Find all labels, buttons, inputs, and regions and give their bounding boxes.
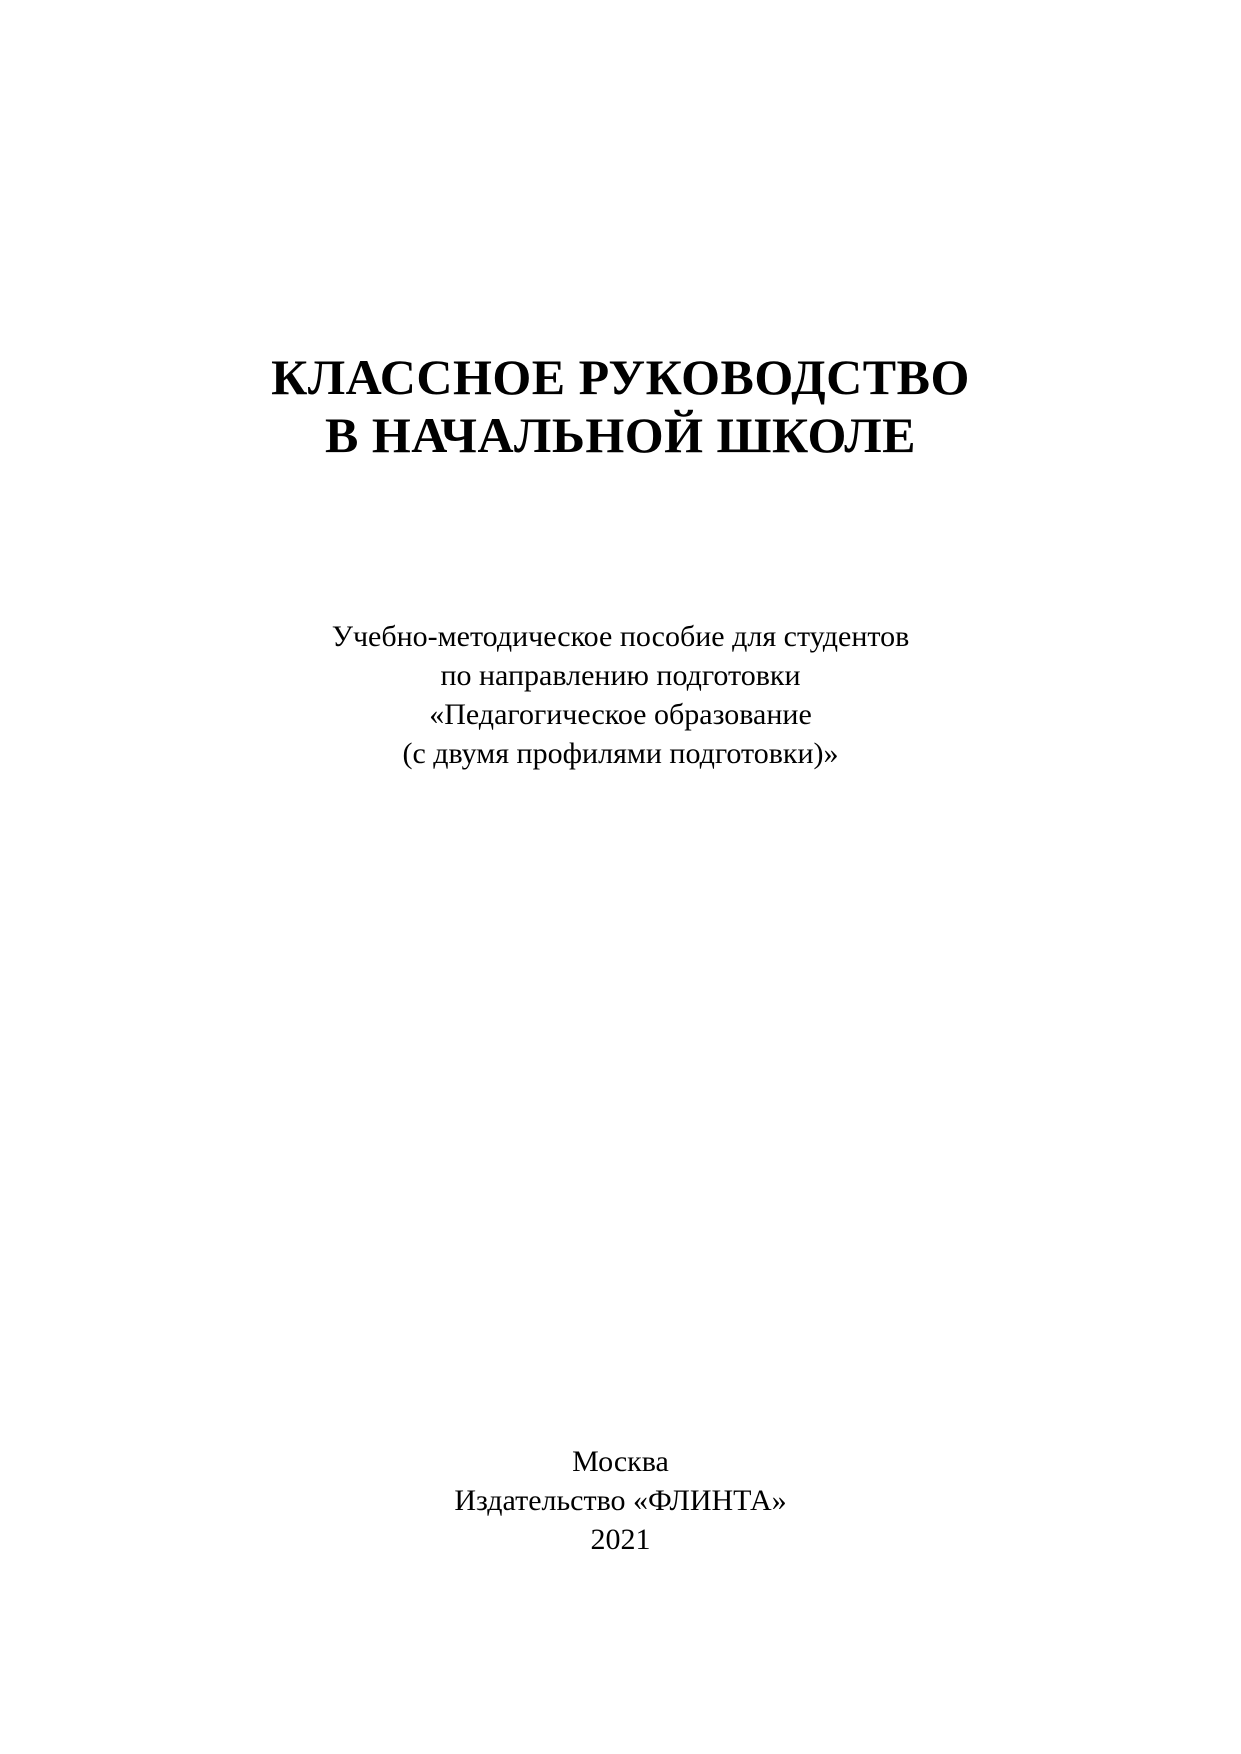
subtitle-line-2: по направлению подготовки: [440, 659, 801, 692]
subtitle-line-3: «Педагогическое образование: [429, 698, 812, 731]
imprint-year: 2021: [590, 1523, 651, 1556]
imprint-publisher: Издательство «ФЛИНТА»: [454, 1484, 787, 1517]
subtitle-line-4: (с двумя профилями подготовки)»: [402, 737, 839, 770]
book-title: [0, 348, 1241, 464]
book-title-line-2: В НАЧАЛЬНОЙ ШКОЛЕ: [325, 407, 916, 463]
subtitle-line-1: Учебно-методическое пособие для студентов: [331, 620, 910, 653]
imprint: [0, 1442, 1241, 1559]
book-title-line-1: КЛАССНОЕ РУКОВОДСТВО: [271, 349, 970, 405]
book-subtitle: [0, 617, 1241, 773]
imprint-city: Москва: [572, 1445, 669, 1478]
